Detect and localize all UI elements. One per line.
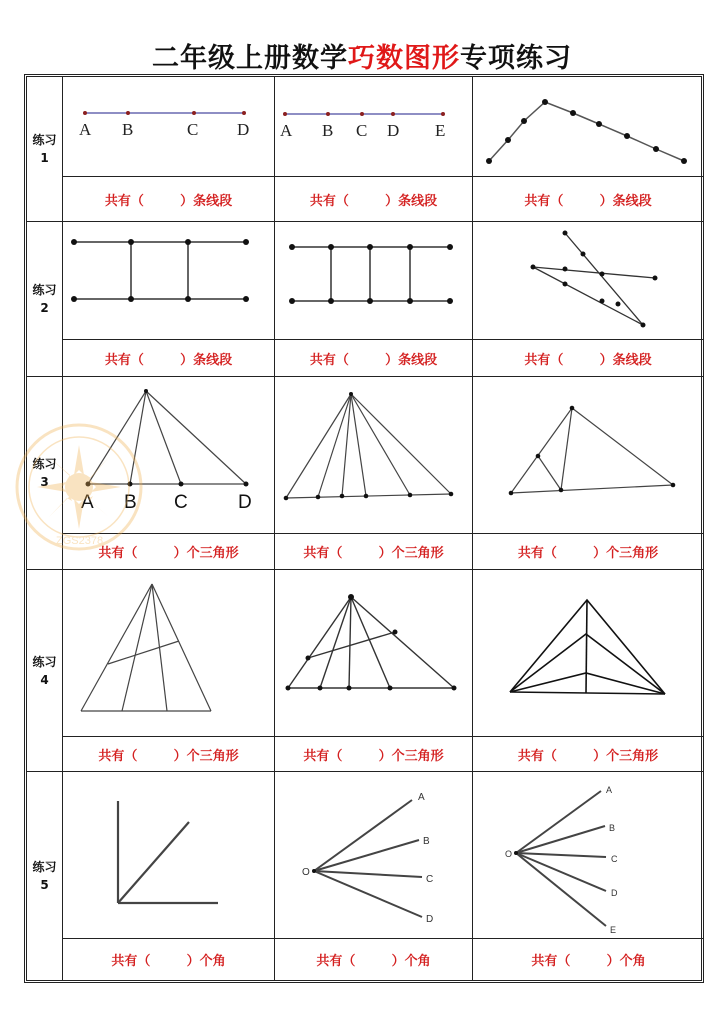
exercise-label-1 (27, 77, 63, 222)
svg-text:D: D (237, 120, 250, 139)
figure-5-3 (473, 772, 704, 939)
answer-2-2[interactable]: 共有（ ）条线段 (275, 340, 473, 377)
exercise-number: 2 (40, 301, 49, 315)
triangle-crossed-figure (63, 570, 275, 737)
exercise-label-text: 练习 (32, 283, 57, 297)
svg-text:D: D (238, 492, 252, 513)
svg-text:B: B (124, 492, 137, 513)
svg-text:E: E (435, 121, 446, 140)
figure-3-1 (63, 377, 275, 534)
svg-text:A: A (280, 121, 293, 140)
svg-text:O: O (302, 867, 310, 878)
line-segment-abcde-figure (275, 77, 473, 177)
answer-5-2[interactable]: 共有（ ）个角 (275, 939, 473, 980)
figure-1-1 (63, 77, 275, 177)
triangle-fan-six-figure (275, 377, 473, 534)
answer-1-2[interactable]: 共有（ ）条线段 (275, 177, 473, 222)
exercise-label-5 (27, 772, 63, 980)
svg-text:B: B (423, 836, 430, 847)
svg-text:B: B (122, 120, 134, 139)
answer-5-1[interactable]: 共有（ ）个角 (63, 939, 275, 980)
answer-1-1[interactable]: 共有（ ）条线段 (63, 177, 275, 222)
exercise-label-3 (27, 377, 63, 570)
svg-text:D: D (611, 888, 618, 898)
answer-5-3[interactable]: 共有（ ）个角 (531, 954, 646, 969)
polyline-points-figure (473, 77, 704, 177)
triangle-crossed-dotted-figure (275, 570, 473, 737)
answer-2-3[interactable]: 共有（ ）条线段 (473, 340, 704, 377)
exercise-label-text: 练习 (32, 133, 57, 147)
figure-3-2 (275, 377, 473, 534)
svg-text:C: C (611, 854, 618, 864)
svg-text:C: C (174, 492, 188, 513)
svg-text:O: O (505, 849, 513, 859)
svg-text:D: D (426, 914, 434, 925)
svg-text:A: A (79, 120, 92, 139)
svg-text:C: C (187, 120, 199, 139)
figure-1-3 (473, 77, 704, 177)
exercise-label-2 (27, 222, 63, 377)
nested-arrow-triangles-figure (473, 570, 704, 737)
svg-text:C: C (356, 121, 368, 140)
title-highlight: 巧数图形 (348, 43, 460, 74)
svg-text:C: C (426, 874, 434, 885)
exercise-number: 5 (40, 878, 49, 892)
figure-5-2 (275, 772, 473, 939)
crossing-segments-figure (473, 222, 704, 340)
angle-rays-abcd-figure (275, 772, 473, 939)
exercise-number: 3 (40, 475, 49, 489)
figure-1-2 (275, 77, 473, 177)
svg-text:A: A (81, 492, 94, 513)
answer-3-1[interactable]: 共有（ ）个三角形 (63, 534, 275, 570)
answer-1-3[interactable]: 共有（ ）条线段 (473, 177, 704, 222)
figure-2-1 (63, 222, 275, 340)
answer-4-3[interactable]: 共有（ ）个三角形 (473, 737, 704, 772)
triangle-abcd-figure (63, 377, 275, 534)
svg-text:B: B (322, 121, 334, 140)
exercise-label-4 (27, 570, 63, 772)
answer-4-1[interactable]: 共有（ ）个三角形 (63, 737, 275, 772)
svg-text:A: A (606, 785, 613, 795)
angle-rays-abcde-figure (473, 772, 704, 939)
title-part1: 二年级上册数学 (152, 43, 348, 74)
exercise-table (24, 74, 704, 983)
figure-2-2 (275, 222, 473, 340)
title-part2: 专项练习 (460, 43, 572, 74)
svg-text:E: E (610, 925, 617, 935)
line-segment-abcd-figure (63, 77, 275, 177)
svg-text:D: D (387, 121, 400, 140)
svg-text:B: B (609, 823, 616, 833)
exercise-number: 4 (40, 672, 49, 687)
figure-4-1 (63, 570, 275, 737)
ladder-two-rungs-figure (63, 222, 275, 340)
split-triangle-figure (473, 377, 704, 534)
answer-2-1[interactable]: 共有（ ）条线段 (63, 340, 275, 377)
answer-4-2[interactable]: 共有（ ）个三角形 (275, 737, 473, 772)
exercise-label-text: 练习 (32, 860, 57, 874)
figure-4-2 (275, 570, 473, 737)
svg-text:A: A (418, 792, 425, 803)
figure-4-3 (473, 570, 704, 737)
svg-text:ZGS2378: ZGS2378 (56, 535, 104, 547)
ladder-three-rungs-figure (275, 222, 473, 340)
exercise-label-text: 练习 (32, 654, 57, 669)
exercise-label-text: 练习 (32, 457, 57, 471)
answer-3-2[interactable]: 共有（ ）个三角形 (275, 534, 473, 570)
figure-2-3 (473, 222, 704, 340)
answer-3-3[interactable]: 共有（ ）个三角形 (473, 534, 704, 570)
figure-5-1 (63, 772, 275, 939)
figure-3-3 (473, 377, 704, 534)
exercise-number: 1 (40, 151, 49, 165)
page-title (0, 36, 724, 75)
angle-rays-corner-figure (63, 772, 275, 939)
